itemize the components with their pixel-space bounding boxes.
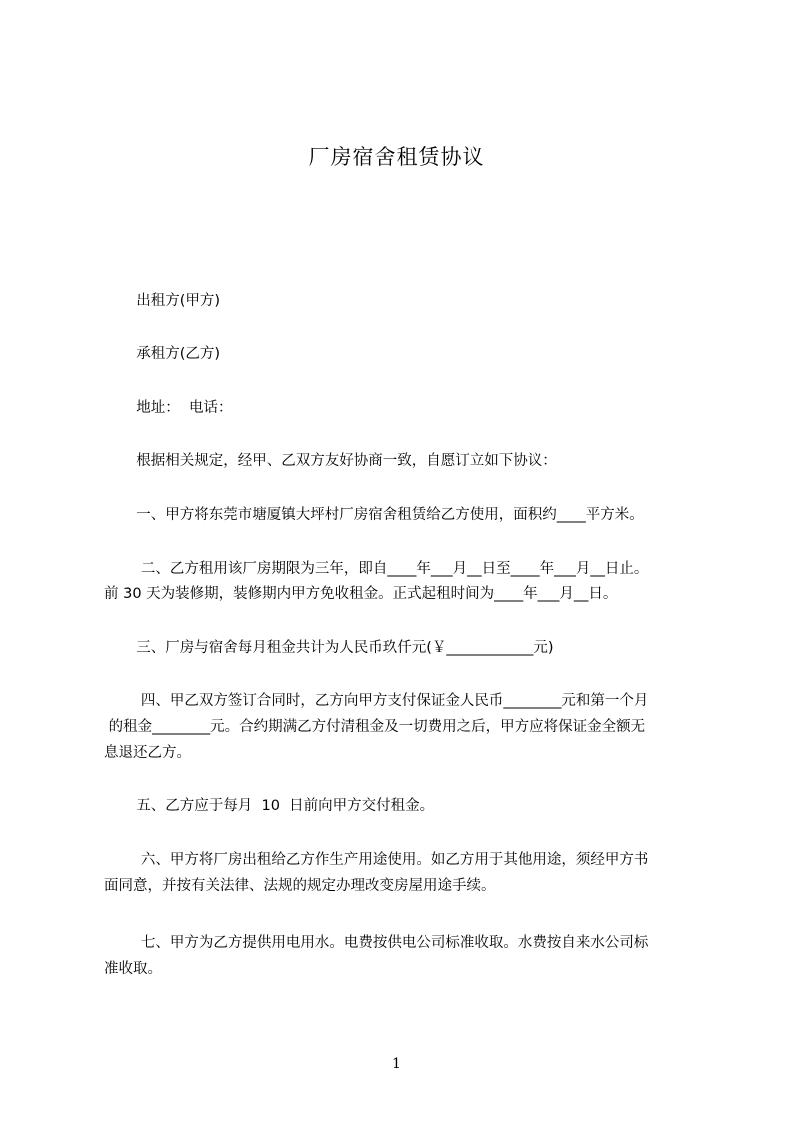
- clause-2-line-2: 前 30 天为装修期，装修期内甲方免收租金。正式起租时间为____年___月__日。: [104, 586, 618, 602]
- clause-4-line-2: 的租金________元。合约期满乙方付清租金及一切费用之后，甲方应将保证金全额无: [104, 719, 646, 735]
- document-title: 厂房宿舍租赁协议: [308, 145, 485, 169]
- clause-4-line-1: 四、甲乙双方签订合同时，乙方向甲方支付保证金人民币________元和第一个月: [104, 693, 649, 709]
- address-phone-label: 地址： 电话：: [104, 400, 233, 416]
- clause-7-line-2: 准收取。: [104, 961, 162, 977]
- preamble-text: 根据相关规定，经甲、乙双方友好协商一致，自愿订立如下协议：: [104, 453, 557, 469]
- clause-5-text: 五、乙方应于每月 10 日前向甲方交付租金。: [104, 798, 435, 814]
- clause-7-line-1: 七、甲方为乙方提供用电用水。电费按供电公司标准收取。水费按自来水公司标: [104, 935, 649, 951]
- clause-4-line-3: 息退还乙方。: [104, 745, 191, 761]
- clause-6-line-1: 六、甲方将厂房出租给乙方作生产用途使用。如乙方用于其他用途，须经甲方书: [104, 852, 649, 868]
- clause-3-text: 三、厂房与宿舍每月租金共计为人民币玖仟元(￥____________元): [104, 640, 554, 656]
- lessor-label: 出租方(甲方): [104, 293, 221, 309]
- page-number: 1: [392, 1056, 401, 1072]
- clause-1-text: 一、甲方将东莞市塘厦镇大坪村厂房宿舍租赁给乙方使用，面积约____平方米。: [104, 507, 644, 523]
- clause-6-line-2: 面同意，并按有关法律、法规的规定办理改变房屋用途手续。: [104, 878, 496, 894]
- lessee-label: 承租方(乙方): [104, 346, 221, 362]
- clause-2-line-1: 二、乙方租用该厂房期限为三年，即自____年___月__日至____年___月__日止。: [104, 561, 649, 577]
